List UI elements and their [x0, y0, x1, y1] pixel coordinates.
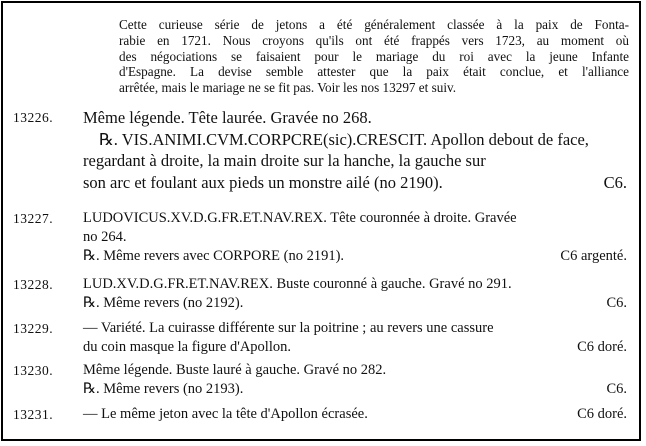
entry-line-text: du coin masque la figure d'Apollon. [83, 339, 291, 355]
intro-line: des négociations se faisaient pour le mariage du roi avec la jeune Infante [119, 48, 629, 64]
entry-line-text: son arc et foulant aux pieds un monstre ailé (no 2190). [83, 172, 443, 192]
entry-line-text: ℞. Même revers avec CORPORE (no 2191). [83, 248, 345, 264]
entry-body [83, 107, 627, 193]
entry-body [83, 405, 627, 424]
entry-body [83, 275, 627, 313]
intro-line: d'Espagne. La devise semble attester que la paix était conclue, et l'alliance [119, 64, 629, 80]
entry-number: 13231. [13, 407, 54, 422]
entry-line [83, 294, 627, 313]
intro-line: arrêtée, mais le mariage ne se fit pas. Voir les nos 13297 et suiv. [119, 80, 457, 96]
entry-line: regardant à droite, la main droite sur la hanche, la gauche sur [83, 151, 486, 170]
entry-number: 13227. [13, 211, 54, 226]
entry-line: LUDOVICUS.XV.D.G.FR.ET.NAV.REX. Tête couronnée à droite. Gravée [83, 210, 517, 226]
entry-body [83, 209, 627, 266]
entry-line-text: ℞. Même revers (no 2192). [83, 295, 244, 311]
metal-mark: C6 doré. [577, 406, 627, 422]
entry-line [83, 338, 627, 357]
entry-number: 13229. [13, 321, 54, 336]
intro-line: Cette curieuse série de jetons a été généralement classée à la paix de Fonta- [119, 17, 629, 32]
document-page [1, 1, 641, 441]
intro-note [119, 17, 629, 96]
metal-mark: C6 doré. [577, 339, 627, 355]
entry-line [83, 405, 627, 424]
entry-line: LUD.XV.D.G.FR.ET.NAV.REX. Buste couronné à gauche. Gravé no 291. [83, 276, 512, 292]
metal-mark: C6. [606, 295, 627, 311]
entry-line: — Variété. La cuirasse différente sur la poitrine ; au revers une cassure [83, 320, 494, 336]
entry-body [83, 319, 627, 357]
entry-number: 13230. [13, 363, 54, 378]
metal-mark: C6 argenté. [560, 248, 627, 264]
entry-line-text: — Le même jeton avec la tête d'Apollon écrasée. [83, 406, 368, 422]
entry-line-text: ℞. Même revers (no 2193). [83, 381, 244, 397]
entry-line: Même légende. Buste lauré à gauche. Gravé no 282. [83, 362, 387, 378]
entry-body [83, 361, 627, 399]
intro-line: rabie en 1721. Nous croyons qu'ils ont été frappés vers 1723, au moment où [119, 32, 629, 48]
entry-line: ℞. VIS.ANIMI.CVM.CORPCRE(sic).CRESCIT. Apollon debout de face, [99, 129, 589, 149]
metal-mark: C6. [606, 381, 627, 397]
entry-number: 13226. [13, 110, 54, 125]
entry-line [83, 380, 627, 399]
metal-mark: C6. [603, 172, 627, 192]
entry-line [83, 172, 627, 194]
entry-line: Même légende. Tête laurée. Gravée no 268. [83, 108, 372, 127]
entry-line [83, 247, 627, 266]
entry-line: no 264. [83, 229, 127, 245]
entry-number: 13228. [13, 277, 54, 292]
